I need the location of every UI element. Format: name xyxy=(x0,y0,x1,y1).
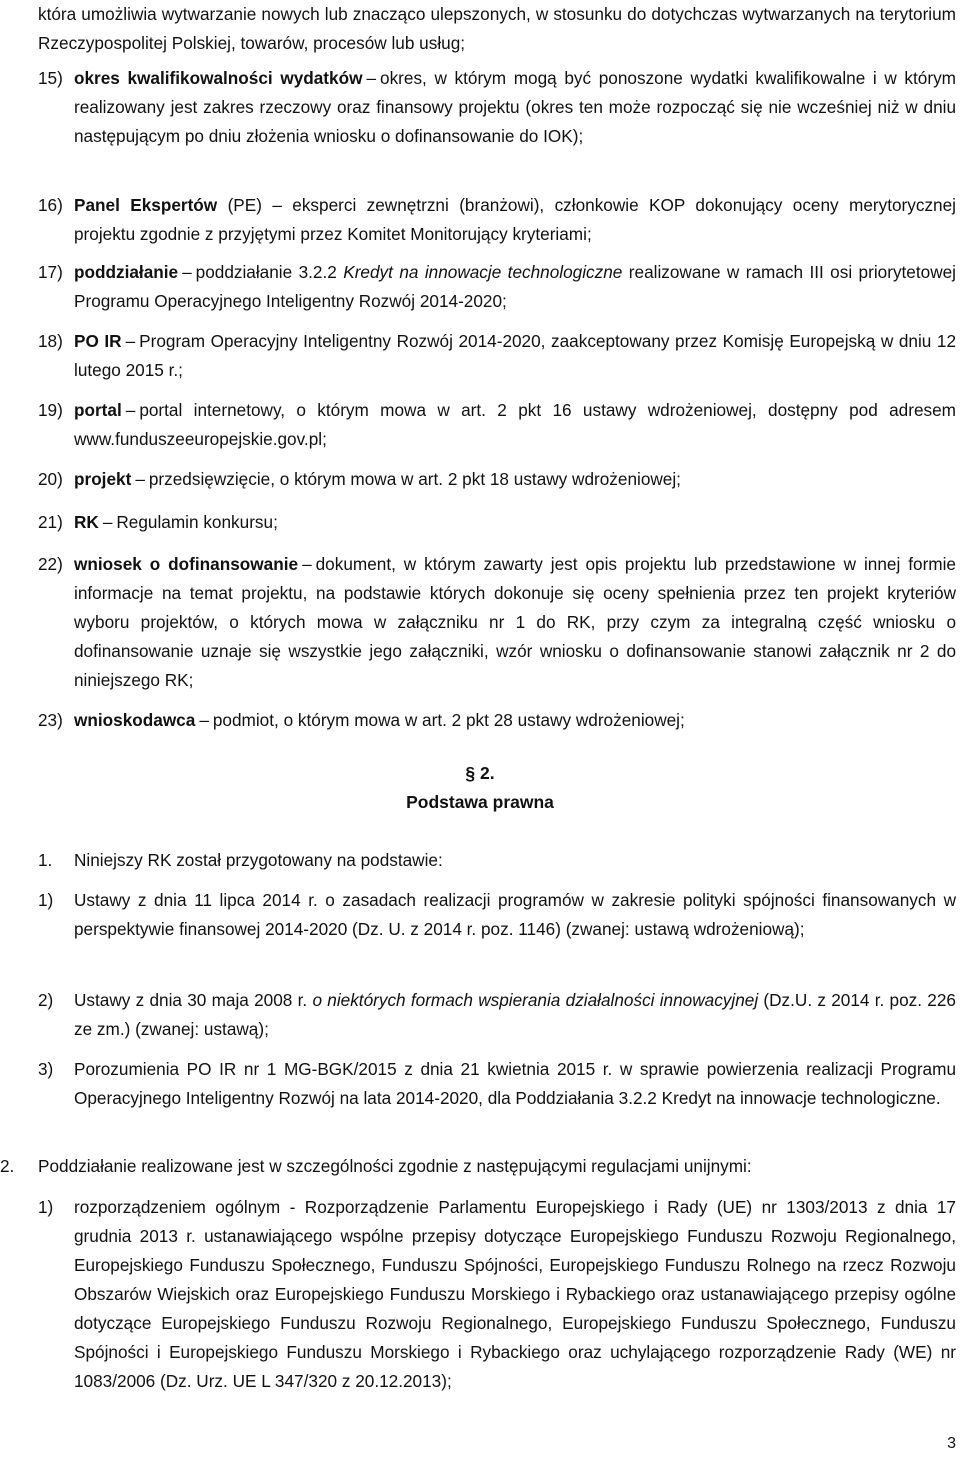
clause-number: 2. xyxy=(0,1156,15,1176)
clause-text: Niniejszy RK został przygotowany na podstawie: xyxy=(74,850,443,870)
definition-text xyxy=(74,327,956,385)
item-number: 18) xyxy=(38,331,63,351)
dash: – xyxy=(135,469,145,489)
definition-text xyxy=(74,191,956,249)
definition-body: Regulamin konkursu; xyxy=(116,512,278,532)
definition-term: portal xyxy=(74,400,122,420)
definition-term: RK xyxy=(74,512,99,532)
dash: – xyxy=(302,554,312,574)
definition-body: Program Operacyjny Inteligentny Rozwój 2014-2020, zaakceptowany przez Komisję Europejską w dniu 12 lutego 2015 r.; xyxy=(74,331,957,380)
definition-body: poddziałanie 3.2.2 xyxy=(195,262,337,282)
definition-text xyxy=(74,706,956,735)
section-title: Podstawa prawna xyxy=(406,792,554,812)
page-number: 3 xyxy=(947,1435,956,1452)
legal-basis-item-3: Porozumienia PO IR nr 1 MG-BGK/2015 z dnia 21 kwietnia 2015 r. w sprawie powierzenia realizacji Programu Operacyjnego Inteligentny Rozwój na lata 2014-2020, dla Poddziałania 3.2.2 Kredyt na innowacje technologiczne. xyxy=(74,1059,956,1108)
definition-body-cont: realizowane w ramach III osi priorytetowej Programu Operacyjnego Inteligentny Rozwój 2014-2020; xyxy=(74,262,956,311)
dash: – xyxy=(125,400,136,420)
definition-text xyxy=(74,508,956,537)
definition-body: przedsięwzięcie, o którym mowa w art. 2 pkt 18 ustawy wdrożeniowej; xyxy=(148,469,681,489)
definition-text xyxy=(74,550,956,695)
dash: – xyxy=(125,331,136,351)
item-number: 21) xyxy=(38,512,63,532)
definition-term: wniosek o dofinansowanie xyxy=(74,554,299,574)
item-number: 20) xyxy=(38,469,63,489)
item-body-cont: (Dz.U. z 2014 r. poz. 226 ze zm.) (zwanej: ustawą); xyxy=(74,990,956,1039)
item-number: 22) xyxy=(38,554,63,574)
definition-text xyxy=(74,396,956,454)
definition-body: portal internetowy, o którym mowa w art. 2 pkt 16 ustawy wdrożeniowej, dostępny pod adresem www.funduszeeuropejskie.gov.pl; xyxy=(74,400,956,449)
definition-term: poddziałanie xyxy=(74,262,179,282)
definition-body: okres, w którym mogą być ponoszone wydatki kwalifikowalne i w którym realizowany jest zakres rzeczowy oraz finansowy projektu (okres ten może rozpocząć się nie wcześniej niż w dniu następującym po dniu złożenia wniosku o dofinansowanie do IOK); xyxy=(74,68,956,146)
item-body-italic: o niektórych formach wspierania działalności innowacyjnej xyxy=(312,990,759,1010)
dash: – xyxy=(182,262,192,282)
dash: – xyxy=(366,68,377,88)
item-number: 1) xyxy=(38,890,54,910)
item-number: 16) xyxy=(38,195,63,215)
item-number: 15) xyxy=(38,68,63,88)
dash: – xyxy=(102,512,113,532)
clause-number: 1. xyxy=(38,850,53,870)
definition-14-continuation: która umożliwia wytwarzanie nowych lub znacząco ulepszonych, w stosunku do dotychczas wytwarzanych na terytorium Rzeczypospolitej Polskiej, towarów, procesów lub usług; xyxy=(38,4,956,53)
item-number: 2) xyxy=(38,990,54,1010)
definition-term: PO IR xyxy=(74,331,122,351)
clause-text: Poddziałanie realizowane jest w szczególności zgodnie z następującymi regulacjami unijnymi: xyxy=(38,1156,752,1176)
legal-basis-item-2 xyxy=(74,986,956,1044)
definition-term: Panel Ekspertów xyxy=(74,195,218,215)
definition-term: okres kwalifikowalności wydatków xyxy=(74,68,363,88)
definition-body-italic: Kredyt na innowacje technologiczne xyxy=(343,262,623,282)
definition-term: projekt xyxy=(74,469,132,489)
definition-term: wnioskodawca xyxy=(74,710,196,730)
definition-text xyxy=(74,465,956,494)
item-number: 3) xyxy=(38,1059,54,1079)
item-number: 17) xyxy=(38,262,63,282)
item-body: Ustawy z dnia 30 maja 2008 r. xyxy=(74,990,308,1010)
item-number: 23) xyxy=(38,710,63,730)
dash: – xyxy=(199,710,209,730)
legal-basis-item-1: Ustawy z dnia 11 lipca 2014 r. o zasadach realizacji programów w zakresie polityki spójności finansowanych w perspektywie finansowej 2014-2020 (Dz. U. z 2014 r. poz. 1146) (zwanej: ustawą wdrożeniową); xyxy=(74,890,956,939)
item-number: 1) xyxy=(38,1197,54,1217)
definition-text xyxy=(74,258,956,316)
definition-body: podmiot, o którym mowa w art. 2 pkt 28 ustawy wdrożeniowej; xyxy=(212,710,685,730)
definition-body: dokument, w którym zawarty jest opis projektu lub przedstawione w innej formie informacje na temat projektu, na podstawie których dokonuje się oceny spełnienia przez ten projekt kryteriów wyboru projektów, o których mowa w załączniku nr 1 do RK, przy czym za integralną część wniosku o dofinansowanie uznaje się wszystkie jego załączniki, wzór wniosku o dofinansowanie stanowi załącznik nr 2 do niniejszego RK; xyxy=(74,554,956,690)
definition-body: (PE) – eksperci zewnętrzni (branżowi), członkowie KOP dokonujący oceny merytorycznej projektu zgodnie z przyjętymi przez Komitet Monitorujący kryteriami; xyxy=(74,195,956,244)
item-number: 19) xyxy=(38,400,63,420)
section-number: § 2. xyxy=(465,763,495,783)
regulation-item-1: rozporządzeniem ogólnym - Rozporządzenie Parlamentu Europejskiego i Rady (UE) nr 1303/2013 z dnia 17 grudnia 2013 r. ustanawiającego wspólne przepisy dotyczące Europejskiego Funduszu Rozwoju Regionalnego, Europejskiego Funduszu Społecznego, Funduszu Spójności, Europejskiego Funduszu Rolnego na rzecz Rozwoju Obszarów Wiejskich oraz Europejskiego Funduszu Morskiego i Rybackiego oraz ustanawiającego przepisy ogólne dotyczące Europejskiego Funduszu Rozwoju Regionalnego, Europejskiego Funduszu Społecznego, Funduszu Spójności i Europejskiego Funduszu Morskiego i Rybackiego oraz uchylającego rozporządzenie Rady (WE) nr 1083/2006 (Dz. Urz. UE L 347/320 z 20.12.2013); xyxy=(74,1197,956,1391)
definition-text xyxy=(74,64,956,151)
